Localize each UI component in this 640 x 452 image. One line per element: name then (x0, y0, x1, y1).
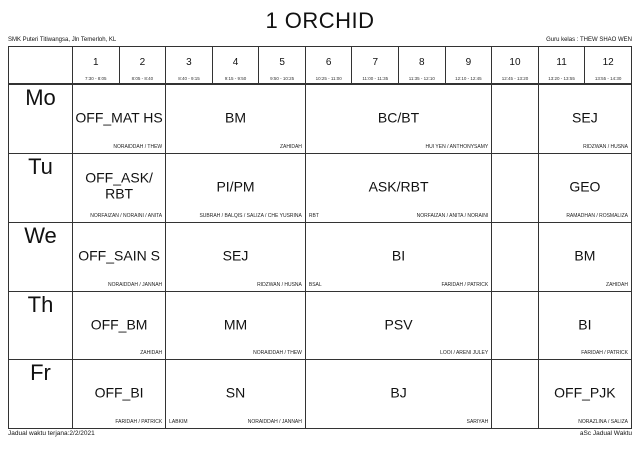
lesson-cell: SEJ RIDZWAN / HUSNA (538, 84, 631, 154)
lesson-cell: MM NORAIDDAH / THEW (166, 291, 306, 360)
lesson-cell: BC/BT HUI YEN / ANTHONYSAMY (305, 84, 491, 154)
day-row-we (9, 223, 632, 292)
lesson-cell: BJ SARIYAH (305, 360, 491, 429)
period-header-1: 1 7:30 - 8:05 (73, 47, 120, 85)
period-header-2: 2 8:05 - 8:40 (119, 47, 166, 85)
software-credit: aSc Jadual Waktu (579, 430, 632, 437)
period-header-10: 10 12:45 - 13:20 (492, 47, 539, 85)
period-header-7: 7 11:00 - 11:35 (352, 47, 399, 85)
period-header-row (9, 47, 632, 85)
empty-cell (492, 223, 539, 292)
day-label: Tu (9, 154, 73, 223)
period-header-9: 9 12:10 - 12:45 (445, 47, 492, 85)
lesson-cell: OFF_MAT HS NORAIDDAH / THEW (73, 84, 166, 154)
day-label: Th (9, 291, 73, 360)
empty-cell (492, 84, 539, 154)
corner-cell (9, 47, 73, 85)
lesson-cell: SN LABKIM NORAIDDAH / JANNAH (166, 360, 306, 429)
period-header-4: 4 9:15 - 9:50 (212, 47, 259, 85)
day-row-fr (9, 360, 632, 429)
day-row-tu (9, 154, 632, 223)
lesson-cell: PSV LOOI / ARENI JULEY (305, 291, 491, 360)
empty-cell (492, 291, 539, 360)
lesson-cell: BI FARIDAH / PATRICK (538, 291, 631, 360)
day-row-th (9, 291, 632, 360)
lesson-cell: PI/PM SUBRAH / BALQIS / SALIZA / CHE YUSRINA (166, 154, 306, 223)
generated-date: Jadual waktu terjana:2/2/2021 (8, 430, 95, 437)
lesson-cell: OFF_BM ZAHIDAH (73, 291, 166, 360)
day-row-mo (9, 84, 632, 154)
timetable (8, 46, 632, 429)
day-label: We (9, 223, 73, 292)
lesson-cell: ASK/RBT RBT NORFAIZAN / ANITA / NORAINI (305, 154, 491, 223)
class-teacher: Guru kelas : THEW SHAO WEN (546, 37, 632, 43)
page-title: 1 ORCHID (265, 8, 375, 33)
lesson-cell: GEO RAMADHAN / ROSMALIZA (538, 154, 631, 223)
empty-cell (492, 360, 539, 429)
period-header-3: 3 8:40 - 9:15 (166, 47, 213, 85)
period-header-11: 11 13:20 - 13:55 (538, 47, 585, 85)
school-name: SMK Puteri Titiwangsa, Jln Temerloh, KL (8, 37, 117, 43)
lesson-cell: OFF_SAIN S NORAIDDAH / JANNAH (73, 223, 166, 292)
lesson-cell: BM ZAHIDAH (166, 84, 306, 154)
day-label: Fr (9, 360, 73, 429)
lesson-cell: OFF_PJK NORAZLINA / SALIZA (538, 360, 631, 429)
lesson-cell: OFF_ASK/ RBT NORFAIZAN / NORAINI / ANITA (73, 154, 166, 223)
lesson-cell: BI BSAL FARIDAH / PATRICK (305, 223, 491, 292)
lesson-cell: BM ZAHIDAH (538, 223, 631, 292)
period-header-12: 12 13:55 - 14:30 (585, 47, 632, 85)
period-header-6: 6 10:25 - 11:00 (305, 47, 352, 85)
lesson-cell: SEJ RIDZWAN / HUSNA (166, 223, 306, 292)
period-header-8: 8 11:35 - 12:10 (399, 47, 446, 85)
empty-cell (492, 154, 539, 223)
day-label: Mo (9, 84, 73, 154)
lesson-cell: OFF_BI FARIDAH / PATRICK (73, 360, 166, 429)
period-header-5: 5 9:50 - 10:25 (259, 47, 306, 85)
